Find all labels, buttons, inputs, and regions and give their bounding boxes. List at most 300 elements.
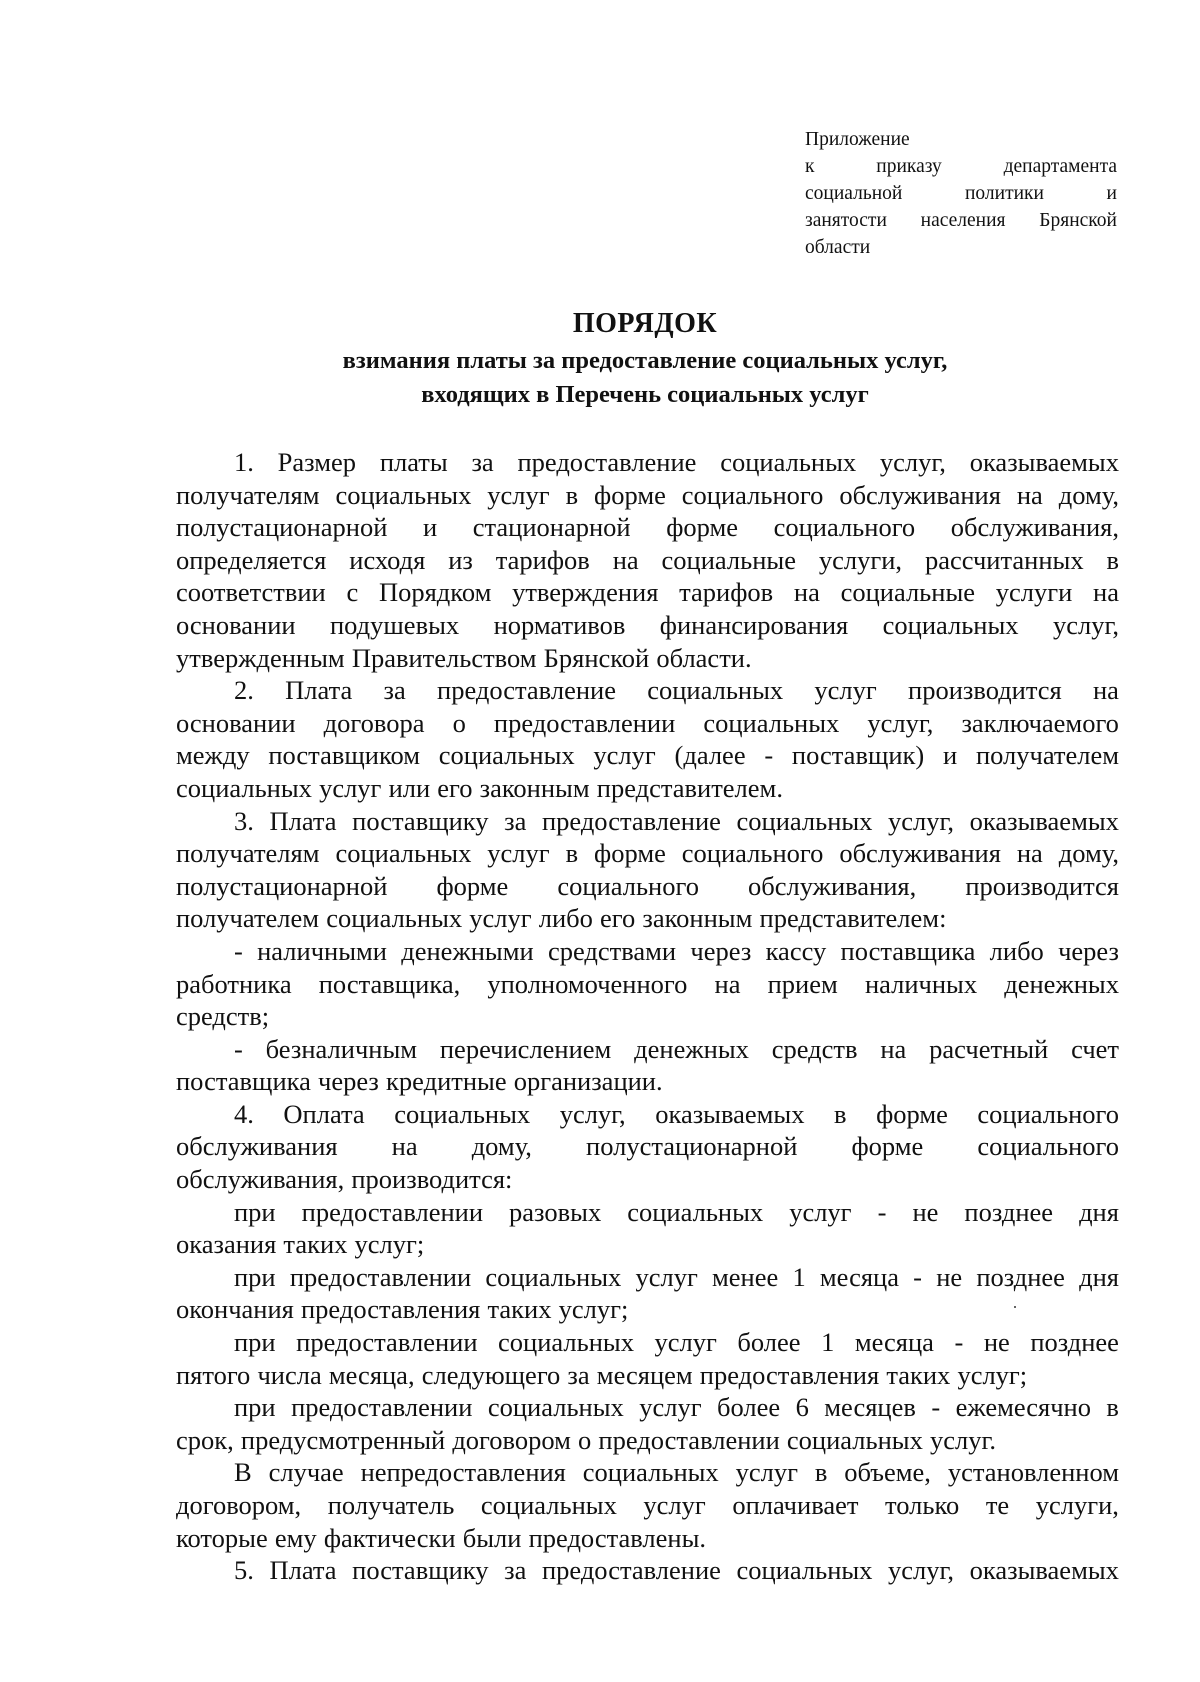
- body-word: социального: [557, 870, 699, 901]
- body-word: услуг,: [559, 1098, 626, 1129]
- body-word: денежными: [401, 935, 534, 966]
- body-word: либо: [989, 935, 1044, 966]
- body-word: Плата: [269, 805, 337, 836]
- body-line: [176, 1293, 1119, 1326]
- body-word: месяца,: [328, 1359, 415, 1390]
- body-word: предоставления: [699, 1359, 880, 1390]
- body-word: предоставлены.: [528, 1522, 707, 1553]
- body-line: [176, 1261, 1119, 1294]
- body-line: [176, 1424, 1119, 1457]
- body-word: поставщику: [352, 1555, 489, 1586]
- body-word: В: [234, 1457, 252, 1488]
- body-word: услуг;: [558, 1294, 629, 1325]
- body-line: [176, 968, 1119, 1001]
- body-word: услуг;: [957, 1359, 1028, 1390]
- body-word: нормативов: [493, 609, 626, 640]
- body-word: услуг,: [867, 707, 934, 738]
- body-word: социальных: [647, 675, 784, 706]
- body-word: через: [318, 1066, 379, 1097]
- body-word: полустационарной: [176, 870, 388, 901]
- body-word: представителем.: [596, 772, 783, 803]
- body-word: представителем:: [759, 903, 947, 934]
- body-word: социальных: [736, 1555, 873, 1586]
- body-line: [176, 772, 1119, 805]
- body-word: получателям: [176, 838, 320, 869]
- body-word: Плата: [269, 1555, 337, 1586]
- body-word: из: [448, 544, 473, 575]
- body-word: фактически: [323, 1522, 456, 1553]
- body-word: дня: [1079, 1196, 1119, 1227]
- body-word: средств: [771, 1033, 858, 1064]
- body-line: [176, 576, 1119, 609]
- body-line: [176, 707, 1119, 740]
- body-word: или: [388, 772, 431, 803]
- body-word: социальных: [487, 1392, 624, 1423]
- body-line: [176, 446, 1119, 479]
- body-word: социальных: [335, 479, 472, 510]
- body-word: форме: [851, 1131, 924, 1162]
- body-word: договором: [452, 1424, 571, 1455]
- body-word: в: [814, 1457, 828, 1488]
- body-word: за: [504, 1555, 527, 1586]
- body-line: [176, 1489, 1119, 1522]
- body-word: предоставление: [517, 447, 697, 477]
- body-line: [176, 479, 1119, 512]
- body-line: [176, 1554, 1119, 1587]
- body-word: предоставления: [301, 1294, 481, 1325]
- body-word: договора: [323, 707, 425, 738]
- title-subtitle-line-1: взимания платы за предоставление социальных услуг,: [342, 347, 948, 374]
- body-word: ежемесячно: [955, 1392, 1091, 1423]
- body-word: разовых: [509, 1196, 602, 1227]
- body-word: объеме,: [844, 1457, 931, 1488]
- appendix-line-1: [805, 126, 1117, 153]
- body-word: финансирования: [659, 609, 849, 640]
- body-word: подушевых: [330, 609, 460, 640]
- body-word: определяется: [176, 544, 327, 575]
- body-word: -: [234, 935, 243, 966]
- body-word: средствами: [547, 935, 677, 966]
- body-word: предусмотренный: [240, 1424, 446, 1455]
- appendix-word: приказу: [876, 156, 942, 177]
- body-word: следующего: [421, 1359, 561, 1390]
- body-word: -: [913, 1261, 922, 1292]
- body-word: услуг,: [888, 805, 955, 836]
- body-word: Правительством: [351, 642, 537, 673]
- body-word: организации.: [513, 1066, 663, 1097]
- body-word: на: [880, 1033, 907, 1064]
- body-word: оказываемых: [655, 1098, 805, 1129]
- body-word: услуг: [469, 903, 532, 934]
- body-word: Плата: [285, 675, 353, 706]
- body-word: -: [764, 740, 774, 771]
- body-word: в: [1106, 544, 1119, 575]
- body-word: наличными: [257, 935, 387, 966]
- body-word: утвержденным: [176, 642, 345, 673]
- body-word: соответствии: [176, 577, 326, 608]
- body-word: дому,: [1058, 479, 1119, 510]
- body-word: -: [877, 1196, 887, 1227]
- body-word: кассу: [765, 935, 827, 966]
- body-word: социальных: [786, 1424, 923, 1455]
- appendix-word: социальной: [805, 183, 903, 204]
- body-line: [176, 1522, 1119, 1555]
- body-word: услуг: [593, 740, 656, 771]
- body-word: услуг: [735, 1457, 798, 1488]
- body-word: позднее: [1030, 1327, 1119, 1358]
- body-word: получателям: [176, 479, 320, 510]
- body-word: кредитные: [386, 1066, 507, 1097]
- body-line: [176, 870, 1119, 903]
- body-word: получатель: [327, 1490, 455, 1520]
- body-word: при: [234, 1327, 276, 1358]
- body-word: наличных: [864, 968, 978, 999]
- body-word: месяца: [819, 1261, 899, 1292]
- body-word: предоставление: [541, 1555, 721, 1586]
- body-word: полустационарной: [176, 512, 388, 543]
- body-word: обслуживания,: [176, 1164, 345, 1195]
- appendix-word: области: [805, 237, 871, 258]
- body-word: прием: [767, 968, 838, 999]
- body-word: 4.: [234, 1098, 254, 1129]
- body-word: числа: [257, 1359, 322, 1390]
- body-word: тарифов: [679, 577, 774, 608]
- body-line: [176, 1130, 1119, 1163]
- body-word: обслуживания,: [950, 512, 1119, 543]
- body-word: социальных: [438, 740, 575, 771]
- body-word: социальных: [703, 707, 840, 738]
- appendix-line-3: [805, 180, 1117, 207]
- body-word: на: [793, 577, 820, 608]
- document-body: [176, 446, 1119, 1587]
- body-word: социального: [977, 1131, 1119, 1162]
- body-word: поставщика: [176, 1066, 311, 1097]
- body-word: на: [1092, 675, 1119, 706]
- body-word: 3.: [234, 805, 254, 836]
- body-word: получателем: [975, 740, 1119, 771]
- body-word: форме: [594, 479, 666, 510]
- body-word: расчетный: [929, 1033, 1049, 1064]
- body-word: между: [176, 740, 250, 771]
- body-word: платы: [379, 447, 448, 477]
- body-word: таких: [283, 1229, 348, 1260]
- body-word: в: [834, 1098, 847, 1129]
- body-word: случае: [268, 1457, 344, 1488]
- body-word: социальных: [882, 609, 1019, 640]
- body-word: услуг: [635, 1261, 698, 1292]
- body-word: были: [462, 1522, 522, 1553]
- body-line: [176, 935, 1119, 968]
- body-word: предоставлении: [296, 1327, 478, 1358]
- body-word: обслуживания: [839, 838, 1001, 869]
- body-word: договором,: [176, 1490, 302, 1520]
- body-word: поставщик): [791, 740, 925, 771]
- appendix-word: политики: [964, 183, 1044, 204]
- body-word: за: [567, 1359, 590, 1390]
- body-line: [176, 837, 1119, 870]
- body-word: менее: [712, 1261, 779, 1292]
- body-word: либо: [538, 903, 593, 934]
- body-line: [176, 1163, 1119, 1196]
- body-word: полустационарной: [586, 1131, 798, 1162]
- body-word: Брянской: [543, 642, 650, 673]
- body-word: -: [931, 1392, 941, 1423]
- body-word: услуг,: [1052, 609, 1119, 640]
- body-line: [176, 511, 1119, 544]
- title-main: ПОРЯДОК: [572, 308, 718, 339]
- body-word: ему: [274, 1522, 317, 1553]
- body-word: форме: [436, 870, 509, 901]
- body-word: и: [943, 740, 958, 771]
- body-line: [176, 805, 1119, 838]
- body-word: позднее: [964, 1196, 1054, 1227]
- body-word: услуг: [654, 1327, 717, 1358]
- appendix-line-4: [805, 207, 1117, 234]
- body-word: оказываемых: [969, 1555, 1119, 1586]
- body-word: услуг: [487, 838, 550, 869]
- appendix-word: занятости: [805, 210, 887, 231]
- body-word: работника: [176, 968, 292, 999]
- body-word: на: [391, 1131, 418, 1162]
- body-line: [176, 1359, 1119, 1392]
- body-word: Порядком: [378, 577, 492, 608]
- body-word: предоставлении: [289, 1261, 472, 1292]
- document-title: [170, 304, 1120, 412]
- body-word: социальных: [720, 447, 857, 477]
- body-word: обслуживания: [176, 1131, 338, 1162]
- body-word: 1.: [234, 447, 254, 477]
- appendix-note: [805, 126, 1117, 261]
- body-word: предоставлении: [301, 1196, 484, 1227]
- body-word: социальных: [498, 1327, 634, 1358]
- body-word: заключаемого: [961, 707, 1119, 738]
- body-word: месяцем: [596, 1359, 693, 1390]
- body-word: форме: [876, 1098, 948, 1129]
- body-word: денежных: [634, 1033, 749, 1064]
- body-word: в: [1106, 1392, 1119, 1423]
- body-line: [176, 1326, 1119, 1359]
- body-word: социальных: [176, 772, 312, 803]
- body-word: социальных: [736, 805, 873, 836]
- body-word: на: [1093, 577, 1119, 608]
- body-word: дому,: [471, 1131, 532, 1162]
- body-word: форме: [666, 512, 738, 543]
- body-line: [176, 1391, 1119, 1424]
- body-word: 2.: [234, 675, 254, 706]
- body-word: окончания: [176, 1294, 294, 1325]
- body-word: рассчитанных: [924, 544, 1084, 575]
- body-word: услуг.: [929, 1424, 996, 1455]
- body-word: более: [717, 1392, 781, 1423]
- body-word: получателем: [176, 903, 320, 934]
- body-word: утверждения: [512, 577, 659, 608]
- body-word: услуг: [487, 479, 550, 510]
- body-word: уполномоченного: [487, 968, 688, 999]
- body-word: на: [612, 544, 639, 575]
- body-word: с: [346, 577, 359, 608]
- body-word: непредоставления: [360, 1457, 566, 1488]
- body-word: его: [600, 903, 636, 934]
- body-word: тарифов: [495, 544, 590, 575]
- body-word: законным: [642, 903, 753, 934]
- body-word: предоставление: [541, 805, 721, 836]
- body-word: установленном: [947, 1457, 1119, 1488]
- body-word: не: [912, 1196, 939, 1227]
- body-word: Размер: [277, 447, 357, 477]
- body-word: социального: [977, 1098, 1119, 1129]
- body-word: стационарной: [472, 512, 631, 543]
- body-word: 5.: [234, 1555, 254, 1586]
- body-word: оплачивает: [732, 1490, 859, 1520]
- body-word: месяца: [854, 1327, 934, 1358]
- body-word: при: [234, 1261, 276, 1292]
- body-word: о: [578, 1424, 592, 1455]
- body-word: услуг: [643, 1490, 706, 1520]
- body-word: обслуживания: [839, 479, 1001, 510]
- body-word: поставщиком: [268, 740, 420, 771]
- body-word: перечислением: [439, 1033, 612, 1064]
- body-word: 1: [792, 1261, 806, 1292]
- appendix-word: и: [1106, 183, 1117, 204]
- body-word: Оплата: [283, 1098, 365, 1129]
- body-word: (далее: [674, 740, 746, 771]
- body-word: услуг: [789, 1196, 852, 1227]
- body-word: оказываемых: [969, 447, 1119, 477]
- body-line: [176, 642, 1119, 675]
- body-word: поставщику: [352, 805, 489, 836]
- body-word: оказываемых: [969, 805, 1119, 836]
- appendix-line-2: [805, 153, 1117, 180]
- appendix-word: департамента: [1003, 156, 1117, 177]
- body-word: обслуживания,: [748, 870, 917, 901]
- body-word: основании: [176, 609, 296, 640]
- body-word: через: [1058, 935, 1119, 966]
- body-word: таких: [487, 1294, 552, 1325]
- body-word: не: [936, 1261, 963, 1292]
- body-word: производится:: [351, 1164, 513, 1195]
- body-word: месяцев: [824, 1392, 916, 1423]
- body-word: более: [737, 1327, 801, 1358]
- body-word: услуг,: [879, 447, 946, 477]
- body-word: услуг: [319, 772, 382, 803]
- body-word: позднее: [976, 1261, 1065, 1292]
- body-word: законным: [479, 772, 590, 803]
- body-word: поставщика,: [318, 968, 461, 999]
- body-word: дому,: [1058, 838, 1119, 869]
- body-word: -: [954, 1327, 964, 1358]
- appendix-line-5: [805, 234, 1117, 261]
- body-word: за: [383, 675, 406, 706]
- body-word: дня: [1079, 1261, 1119, 1292]
- appendix-word: к: [805, 156, 815, 177]
- body-word: услуги: [995, 577, 1073, 608]
- body-word: услуг,: [888, 1555, 955, 1586]
- body-word: за: [504, 805, 527, 836]
- body-line: [176, 902, 1119, 935]
- body-word: его: [437, 772, 473, 803]
- body-word: социального: [681, 838, 824, 869]
- body-word: услуг: [814, 675, 877, 706]
- body-word: социальных: [485, 1261, 622, 1292]
- body-word: социальные: [840, 577, 976, 608]
- body-word: оказания: [176, 1229, 277, 1260]
- body-word: исходя: [349, 544, 426, 575]
- body-word: не: [983, 1327, 1010, 1358]
- body-word: и: [422, 512, 438, 543]
- body-line: [176, 674, 1119, 707]
- body-line: [176, 1228, 1119, 1261]
- body-line: [176, 609, 1119, 642]
- body-line: [176, 1033, 1119, 1066]
- body-word: 6: [795, 1392, 809, 1423]
- body-line: [176, 1098, 1119, 1131]
- body-word: на: [714, 968, 741, 999]
- body-line: [176, 739, 1119, 772]
- title-subtitle-line-2: входящих в Перечень социальных услуг: [421, 381, 869, 408]
- body-word: 1: [821, 1327, 835, 1358]
- body-word: при: [234, 1196, 276, 1227]
- body-word: о: [452, 707, 466, 738]
- body-word: в: [565, 479, 579, 510]
- body-word: основании: [176, 707, 296, 738]
- body-word: социальных: [480, 1490, 617, 1520]
- appendix-word: населения: [920, 210, 1006, 231]
- body-word: социальных: [627, 1196, 764, 1227]
- body-word: которые: [176, 1522, 268, 1553]
- body-word: на: [1016, 479, 1043, 510]
- body-word: предоставлении: [493, 707, 676, 738]
- body-word: форме: [594, 838, 666, 869]
- appendix-word: Брянской: [1039, 210, 1117, 231]
- body-line: [176, 1196, 1119, 1229]
- body-word: предоставлении: [291, 1392, 473, 1423]
- body-word: социального: [681, 479, 824, 510]
- body-word: на: [1016, 838, 1043, 869]
- body-word: социального: [773, 512, 916, 543]
- body-line: [176, 1000, 1119, 1033]
- body-word: услуги,: [1035, 1490, 1119, 1520]
- body-word: средств;: [176, 1001, 270, 1032]
- body-word: срок,: [176, 1424, 234, 1455]
- body-word: при: [234, 1392, 276, 1423]
- body-word: безналичным: [265, 1033, 418, 1064]
- body-word: только: [885, 1490, 960, 1520]
- body-word: социальных: [394, 1098, 531, 1129]
- body-word: социальных: [335, 838, 472, 869]
- body-line: [176, 1065, 1119, 1098]
- body-word: денежных: [1004, 968, 1119, 999]
- body-word: за: [471, 447, 494, 477]
- body-word: социальные: [661, 544, 796, 575]
- body-word: -: [234, 1033, 243, 1064]
- body-line: [176, 1456, 1119, 1489]
- body-line: [176, 544, 1119, 577]
- body-word: услуг;: [354, 1229, 425, 1260]
- body-word: социальных: [582, 1457, 719, 1488]
- body-word: через: [690, 935, 752, 966]
- appendix-word: Приложение: [805, 129, 910, 150]
- body-word: те: [985, 1490, 1010, 1520]
- body-word: услуг: [639, 1392, 702, 1423]
- body-word: услуги,: [818, 544, 903, 575]
- body-word: социальных: [326, 903, 463, 934]
- body-word: поставщика: [840, 935, 976, 966]
- scan-speck: [1014, 1306, 1016, 1308]
- body-word: предоставление: [437, 675, 616, 706]
- body-word: в: [565, 838, 579, 869]
- body-word: пятого: [176, 1359, 251, 1390]
- body-word: производится: [965, 870, 1119, 901]
